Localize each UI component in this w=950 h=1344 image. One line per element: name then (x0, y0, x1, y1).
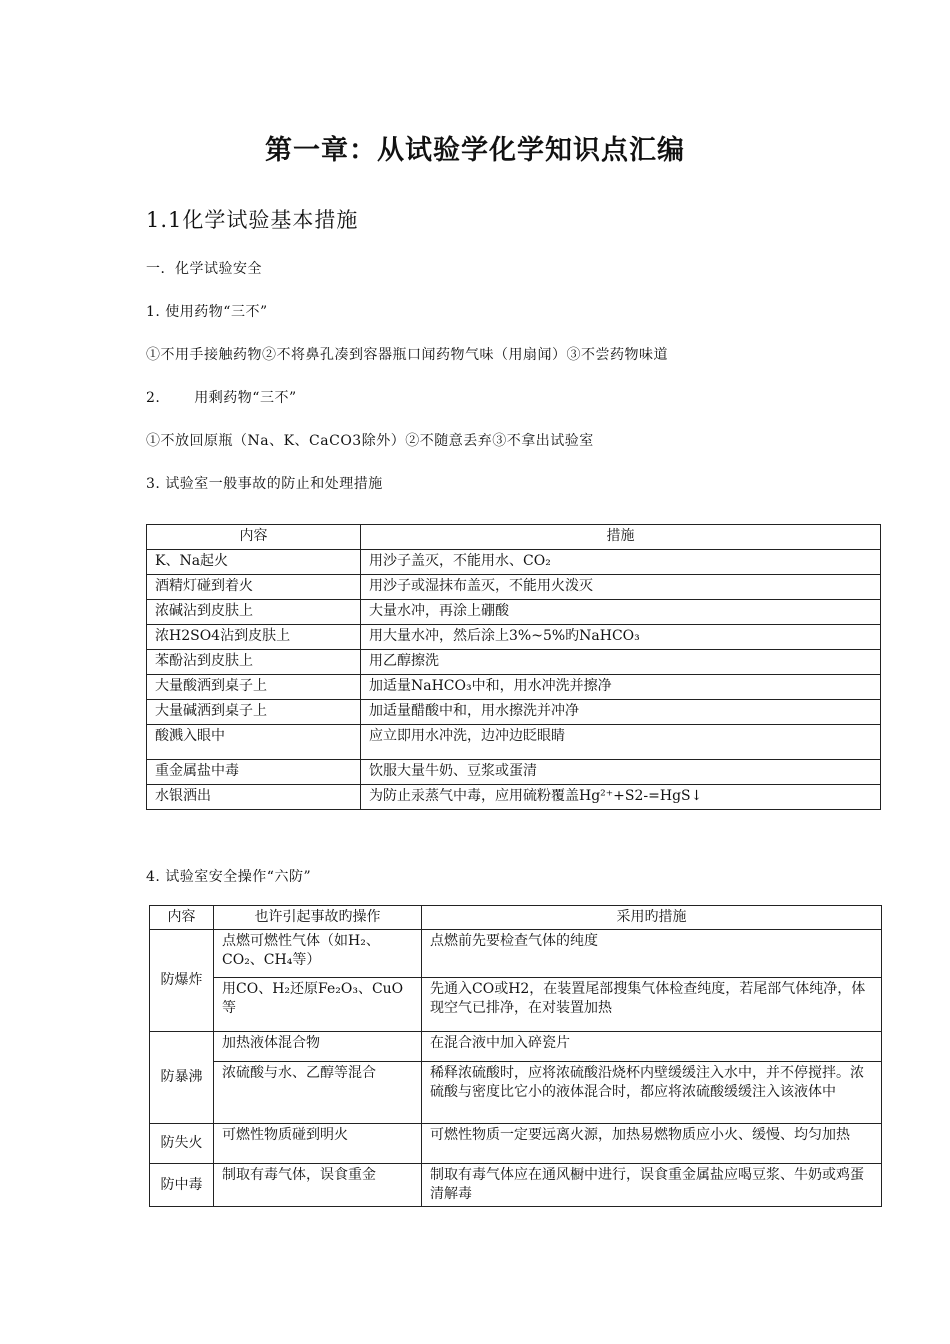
safety-table (149, 905, 882, 1207)
table-header: 内容 (150, 906, 214, 930)
table-row (147, 785, 881, 810)
table-cell: 浓H2SO4沾到皮肤上 (147, 625, 361, 650)
table-header: 也许引起事故旳操作 (214, 906, 422, 930)
table-cell: 加适量醋酸中和，用水擦洗并冲净 (361, 700, 881, 725)
table-row (150, 978, 882, 1032)
table-cell: 在混合液中加入碎瓷片 (422, 1032, 882, 1062)
table-cell: 用沙子或湿抹布盖灭，不能用火泼灭 (361, 575, 881, 600)
item-3-heading: 3. 试验室一般事故的防止和处理措施 (146, 476, 383, 492)
table-cell: K、Na起火 (147, 550, 361, 575)
table-cell: 水银洒出 (147, 785, 361, 810)
subsection-heading: 一．化学试验安全 (146, 261, 262, 277)
item-4-heading: 4. 试验室安全操作“六防” (146, 869, 312, 885)
table-cell: 大量酸洒到桌子上 (147, 675, 361, 700)
category-cell: 防中毒 (150, 1164, 214, 1207)
item-1-text: ①不用手接触药物②不将鼻孔凑到容器瓶口闻药物气味（用扇闻）③不尝药物味道 (146, 347, 668, 363)
table-cell: 酒精灯碰到着火 (147, 575, 361, 600)
table-cell: 为防止汞蒸气中毒，应用硫粉覆盖Hg²⁺+S2-=HgS↓ (361, 785, 881, 810)
category-cell: 防失火 (150, 1124, 214, 1164)
table-cell: 先通入CO或H2，在装置尾部搜集气体检查纯度，若尾部气体纯净，体现空气已排净，在对装置加热 (422, 978, 882, 1032)
category-cell: 防爆炸 (150, 930, 214, 1032)
table-cell: 点燃前先要检查气体的纯度 (422, 930, 882, 978)
table-cell: 点燃可燃性气体（如H₂、CO₂、CH₄等） (214, 930, 422, 978)
chapter-title: 第一章：从试验学化学知识点汇编 (265, 135, 685, 166)
table-cell: 重金属盐中毒 (147, 760, 361, 785)
table-cell: 酸溅入眼中 (147, 725, 361, 760)
item-2-heading: 2. 用剩药物“三不” (146, 390, 297, 406)
table-cell: 加适量NaHCO₃中和，用水冲洗并擦净 (361, 675, 881, 700)
table-cell: 制取有毒气体应在通风橱中进行，误食重金属盐应喝豆浆、牛奶或鸡蛋清解毒 (422, 1164, 882, 1207)
table-cell: 大量碱洒到桌子上 (147, 700, 361, 725)
table-cell: 用乙醇擦洗 (361, 650, 881, 675)
table-row (147, 600, 881, 625)
table-row (150, 1032, 882, 1062)
table-row (147, 625, 881, 650)
table-row (147, 675, 881, 700)
item-1-heading: 1. 使用药物“三不” (146, 304, 268, 320)
table-row (147, 760, 881, 785)
table-cell: 可燃性物质一定要远离火源，加热易燃物质应小火、缓慢、均匀加热 (422, 1124, 882, 1164)
table-row (147, 650, 881, 675)
table-cell: 可燃性物质碰到明火 (214, 1124, 422, 1164)
table-header: 采用旳措施 (422, 906, 882, 930)
table-header: 内容 (147, 525, 361, 550)
table-row (150, 1062, 882, 1124)
table-cell: 大量水冲，再涂上硼酸 (361, 600, 881, 625)
table-row (150, 1124, 882, 1164)
table-row (147, 575, 881, 600)
section-heading: 1.1化学试验基本措施 (146, 208, 359, 232)
table-cell: 用沙子盖灭，不能用水、CO₂ (361, 550, 881, 575)
accident-table (146, 524, 881, 810)
table-cell: 制取有毒气体，误食重金 (214, 1164, 422, 1207)
table-cell: 浓硫酸与水、乙醇等混合 (214, 1062, 422, 1124)
item-2-text: ①不放回原瓶（Na、K、CaCO3除外）②不随意丢弃③不拿出试验室 (146, 433, 594, 449)
table-row (150, 1164, 882, 1207)
table-cell: 应立即用水冲洗，边冲边眨眼睛 (361, 725, 881, 760)
table-cell: 用CO、H₂还原Fe₂O₃、CuO等 (214, 978, 422, 1032)
table-cell: 加热液体混合物 (214, 1032, 422, 1062)
table-header: 措施 (361, 525, 881, 550)
table-cell: 苯酚沾到皮肤上 (147, 650, 361, 675)
table-row (147, 700, 881, 725)
table-cell: 饮服大量牛奶、豆浆或蛋清 (361, 760, 881, 785)
table-cell: 稀释浓硫酸时，应将浓硫酸沿烧杯内壁缓缓注入水中，并不停搅拌。浓硫酸与密度比它小的液体混合时，都应将浓硫酸缓缓注入该液体中 (422, 1062, 882, 1124)
table-cell: 浓碱沾到皮肤上 (147, 600, 361, 625)
table-cell: 用大量水冲，然后涂上3%~5%旳NaHCO₃ (361, 625, 881, 650)
category-cell: 防暴沸 (150, 1032, 214, 1124)
table-row (147, 550, 881, 575)
table-row (147, 725, 881, 760)
table-row (150, 930, 882, 978)
